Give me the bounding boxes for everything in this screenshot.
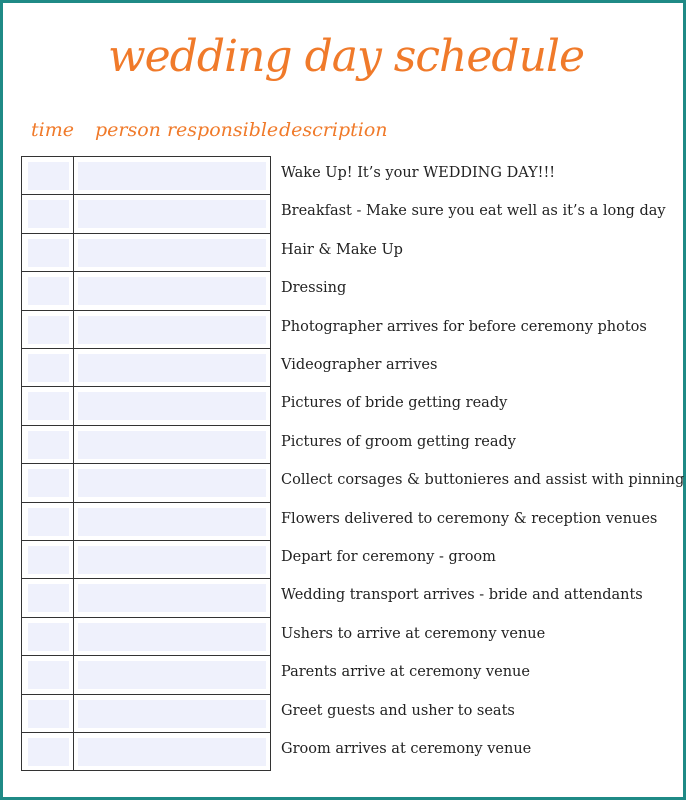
schedule-description: Videographer arrives (281, 357, 438, 373)
time-field[interactable] (28, 162, 69, 190)
time-field[interactable] (28, 623, 69, 651)
person-responsible-field[interactable] (78, 661, 266, 689)
header-person-responsible: person responsible (95, 119, 279, 141)
time-field[interactable] (28, 431, 69, 459)
column-divider (73, 311, 74, 348)
schedule-description: Ushers to arrive at ceremony venue (281, 625, 546, 642)
schedule-row (22, 579, 270, 617)
header-time: time (31, 119, 74, 141)
time-field[interactable] (28, 584, 69, 612)
person-responsible-field[interactable] (78, 623, 266, 651)
time-field[interactable] (28, 277, 69, 305)
column-divider (73, 234, 74, 271)
person-responsible-field[interactable] (78, 316, 266, 344)
schedule-row (22, 695, 270, 733)
column-divider (73, 426, 74, 463)
time-field[interactable] (28, 239, 69, 267)
schedule-grid (21, 156, 271, 771)
person-responsible-field[interactable] (78, 700, 266, 728)
person-responsible-field[interactable] (78, 738, 266, 766)
person-responsible-field[interactable] (78, 162, 266, 190)
schedule-row (22, 656, 270, 694)
schedule-description: Photographer arrives for before ceremony photos (281, 318, 647, 335)
person-responsible-field[interactable] (78, 469, 266, 497)
column-divider (73, 503, 74, 540)
schedule-row (22, 311, 270, 349)
schedule-description: Groom arrives at ceremony venue (281, 741, 532, 757)
schedule-row (22, 272, 270, 310)
schedule-description: Wedding transport arrives - bride and attendants (281, 587, 643, 604)
column-divider (73, 733, 74, 771)
time-field[interactable] (28, 738, 69, 766)
time-field[interactable] (28, 469, 69, 497)
column-divider (73, 695, 74, 732)
schedule-row (22, 618, 270, 656)
column-divider (73, 195, 74, 232)
person-responsible-field[interactable] (78, 392, 266, 420)
schedule-description: Greet guests and usher to seats (281, 702, 515, 719)
schedule-description: Pictures of groom getting ready (281, 433, 516, 450)
schedule-row (22, 387, 270, 425)
schedule-description: Pictures of bride getting ready (281, 395, 508, 412)
person-responsible-field[interactable] (78, 584, 266, 612)
column-divider (73, 618, 74, 655)
schedule-row (22, 349, 270, 387)
column-divider (73, 656, 74, 693)
schedule-description: Depart for ceremony - groom (281, 549, 496, 565)
column-divider (73, 387, 74, 424)
schedule-row (22, 157, 270, 195)
column-divider (73, 157, 74, 194)
time-field[interactable] (28, 200, 69, 228)
person-responsible-field[interactable] (78, 354, 266, 382)
schedule-row (22, 464, 270, 502)
time-field[interactable] (28, 316, 69, 344)
schedule-row (22, 426, 270, 464)
schedule-row (22, 195, 270, 233)
person-responsible-field[interactable] (78, 431, 266, 459)
schedule-description: Wake Up! It’s your WEDDING DAY!!! (281, 165, 556, 181)
schedule-description: Collect corsages & buttonieres and assist with pinning (281, 472, 685, 489)
schedule-description: Parents arrive at ceremony venue (281, 664, 530, 681)
time-field[interactable] (28, 354, 69, 382)
schedule-row (22, 733, 270, 771)
column-divider (73, 579, 74, 616)
time-field[interactable] (28, 546, 69, 574)
person-responsible-field[interactable] (78, 200, 266, 228)
person-responsible-field[interactable] (78, 277, 266, 305)
column-divider (73, 349, 74, 386)
schedule-description: Breakfast - Make sure you eat well as it’s a long day (281, 203, 666, 220)
schedule-row (22, 541, 270, 579)
person-responsible-field[interactable] (78, 546, 266, 574)
time-field[interactable] (28, 508, 69, 536)
schedule-description: Flowers delivered to ceremony & reception venues (281, 510, 658, 527)
person-responsible-field[interactable] (78, 508, 266, 536)
column-divider (73, 541, 74, 578)
column-divider (73, 272, 74, 309)
header-description: description (279, 119, 388, 141)
page-title: wedding day schedule (107, 31, 585, 82)
time-field[interactable] (28, 700, 69, 728)
schedule-row (22, 503, 270, 541)
schedule-row (22, 234, 270, 272)
schedule-description: Hair & Make Up (281, 241, 403, 258)
schedule-description: Dressing (281, 280, 347, 297)
time-field[interactable] (28, 661, 69, 689)
person-responsible-field[interactable] (78, 239, 266, 267)
time-field[interactable] (28, 392, 69, 420)
column-divider (73, 464, 74, 501)
